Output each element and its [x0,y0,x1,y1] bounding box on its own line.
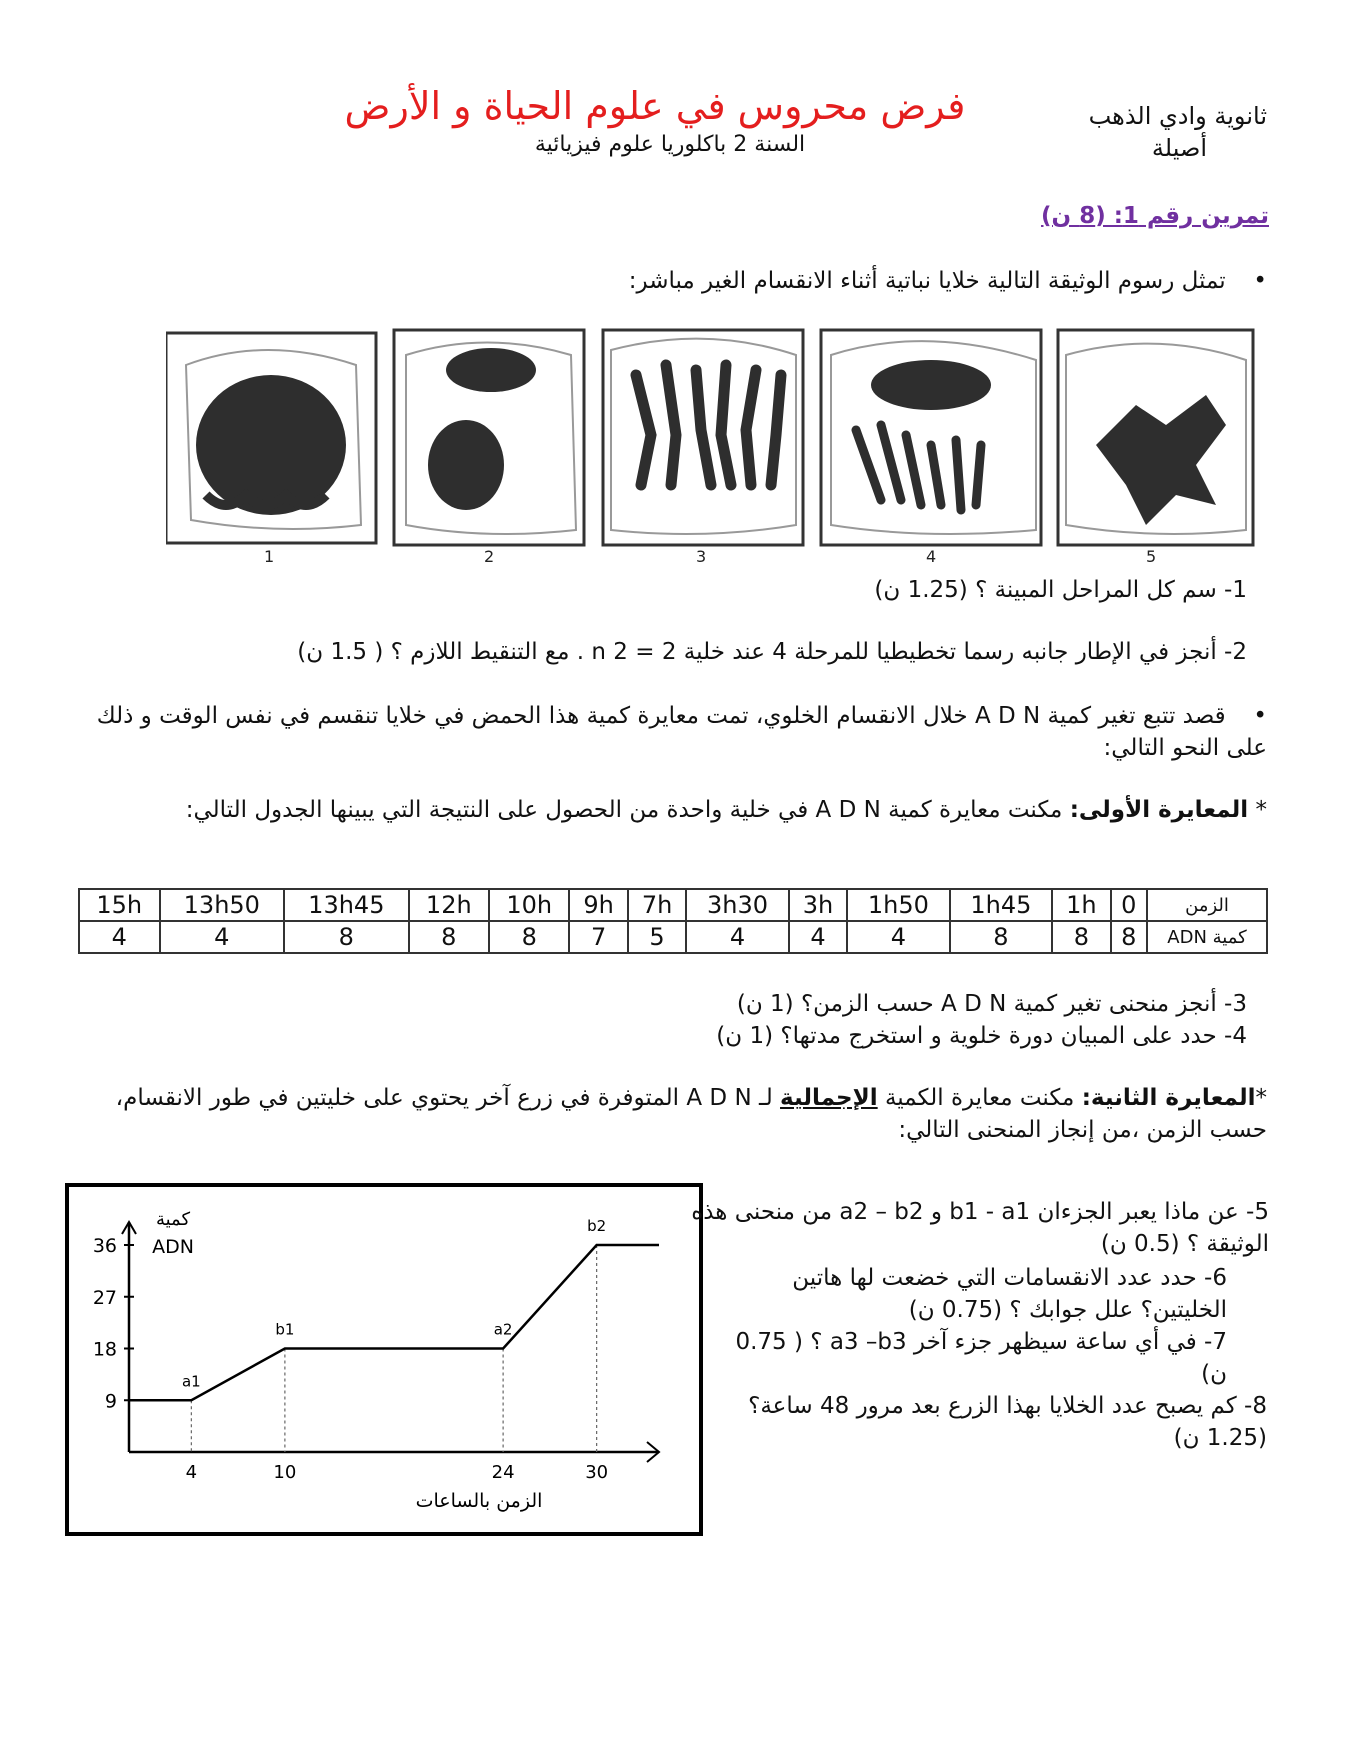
table-cell: 13h45 [284,889,409,921]
table-cell: 9h [569,889,627,921]
y-tick-label: 27 [92,1286,117,1309]
table-cell: 15h [79,889,160,921]
y-axis-title-line2: ADN [152,1236,194,1258]
x-tick-label: 24 [491,1462,515,1483]
dna-table [78,888,1268,954]
y-axis-title-line1: كمية [155,1209,191,1230]
table-cell: 8 [284,921,409,953]
x-axis-title: الزمن بالساعات [415,1490,543,1512]
question-2: 2- أنجز في الإطار جانبه رسما تخطيطيا للمرحلة 4 عند خلية 2 = n 2 . مع التنقيط اللازم ؟ ( 1.5 ن) [297,639,1247,665]
cell-label-2: 2 [484,547,495,566]
measure-1-label: المعايرة الأولى: [1069,797,1249,823]
table-cell: 4 [686,921,788,953]
y-tick-label: 9 [104,1390,117,1413]
table-cell: 4 [789,921,847,953]
dna-chart-svg [69,1187,699,1532]
table-cell: 3h [789,889,847,921]
cell-label-5: 5 [1146,547,1157,566]
point-label-a2: a2 [493,1320,513,1339]
x-tick-label: 30 [585,1462,609,1483]
intro-paragraph [117,265,1267,297]
table-cell: 5 [628,921,686,953]
measure-2-text-b: لـ A D N المتوفرة في زرع آخر يحتوي على خليتين في طور الانقسام، حسب الزمن ،من إنجاز المنحنى التالي: [115,1085,1267,1143]
question-4: 4- حدد على المبيان دورة خلوية و استخرج مدتها؟ (1 ن) [716,1023,1247,1049]
table-cell: 8 [409,921,489,953]
question-1: 1- سم كل المراحل المبينة ؟ (1.25 ن) [874,577,1247,603]
table-cell: 13h50 [160,889,285,921]
x-tick-label: 10 [273,1462,297,1483]
measure-1-text: مكنت معايرة كمية A D N في خلية واحدة من الحصول على النتيجة التي يبينها الجدول التالي: [185,797,1070,823]
dna-curve-line [129,1245,659,1400]
table-cell: 4 [160,921,285,953]
school-info [1089,100,1267,164]
measure-2-text-a: مكنت معايرة الكمية [877,1085,1082,1111]
point-label-a1: a1 [181,1372,201,1391]
table-cell: 8 [950,921,1052,953]
table-cell: 1h45 [950,889,1052,921]
y-tick-label: 18 [92,1338,117,1361]
table-cell: 7 [569,921,627,953]
table-cell: 3h30 [686,889,788,921]
table-cell: 1h50 [847,889,949,921]
intro-text: تمثل رسوم الوثيقة التالية خلايا نباتية أثناء الانقسام الغير مباشر: [628,268,1226,294]
table-cell: 8 [489,921,569,953]
x-tick-label: 4 [185,1462,198,1483]
question-6: 6- حدد عدد الانقسامات التي خضعت لها هاتين الخليتين؟ علل جوابك ؟ (0.75 ن) [792,1265,1227,1323]
page-title: فرض محروس في علوم الحياة و الأرض [344,84,966,128]
table-header-dna: كمية ADN [1147,921,1267,953]
question-5: 5- عن ماذا يعبر الجزءان b1 - a1 و a2 – b2 من منحنى هذه الوثيقة ؟ (0.5 ن) [691,1199,1269,1257]
table-header-time: الزمن [1147,889,1267,921]
table-cell: 7h [628,889,686,921]
dna-intro-text: قصد تتبع تغير كمية A D N خلال الانقسام الخلوي، تمت معايرة كمية هذا الحمض في خلايا تنقسم في نفس الوقت و ذلك على النحو التالي: [96,703,1267,761]
table-cell: 8 [1052,921,1110,953]
dna-intro-paragraph [77,700,1267,764]
table-row-time [79,889,1267,921]
table-cell: 1h [1052,889,1110,921]
y-tick-label: 36 [92,1235,117,1257]
table-cell: 0 [1111,889,1147,921]
dna-graph [65,1183,703,1536]
table-cell: 12h [409,889,489,921]
table-cell: 4 [79,921,160,953]
table-cell: 8 [1111,921,1147,953]
cell-figure [166,325,1266,565]
point-label-b2: b2 [587,1217,607,1235]
table-cell: 4 [847,921,949,953]
school-name: ثانوية وادي الذهب [1088,102,1267,130]
table-cell: 10h [489,889,569,921]
exercise-title: تمرين رقم 1: (8 ن) [1041,203,1269,229]
measure-2-paragraph: *المعايرة الثانية: مكنت معايرة الكمية الإجمالية لـ A D N المتوفرة في زرع آخر يحتوي على خليتين في طور الانقسام، حسب الزمن ،من إنجاز المنحنى التالي: [115,1085,1267,1143]
cell-label-4: 4 [926,547,937,566]
table-row-dna [79,921,1267,953]
measure-2-emphasis: الإجمالية [780,1085,878,1111]
question-8: 8- كم يصبح عدد الخلايا بهذا الزرع بعد مرور 48 ساعة؟ (1.25 ن) [748,1393,1267,1451]
measure-1-paragraph: * المعايرة الأولى: مكنت معايرة كمية A D N في خلية واحدة من الحصول على النتيجة التي يبينها الجدول التالي: [185,797,1267,823]
page-subtitle: السنة 2 باكلوريا علوم فيزيائية [534,132,806,157]
measure-2-label: المعايرة الثانية: [1081,1085,1256,1111]
cell-label-1: 1 [264,547,275,566]
cell-label-3: 3 [696,547,707,566]
point-label-b1: b1 [275,1320,295,1339]
mitosis-drawings [166,325,1266,565]
question-7: 7- في أي ساعة سيظهر جزء آخر a3 –b3 ؟ ( 0.75 ن) [735,1329,1227,1387]
question-3: 3- أنجز منحنى تغير كمية A D N حسب الزمن؟ (1 ن) [736,991,1247,1017]
school-city: أصيلة [1151,134,1207,162]
